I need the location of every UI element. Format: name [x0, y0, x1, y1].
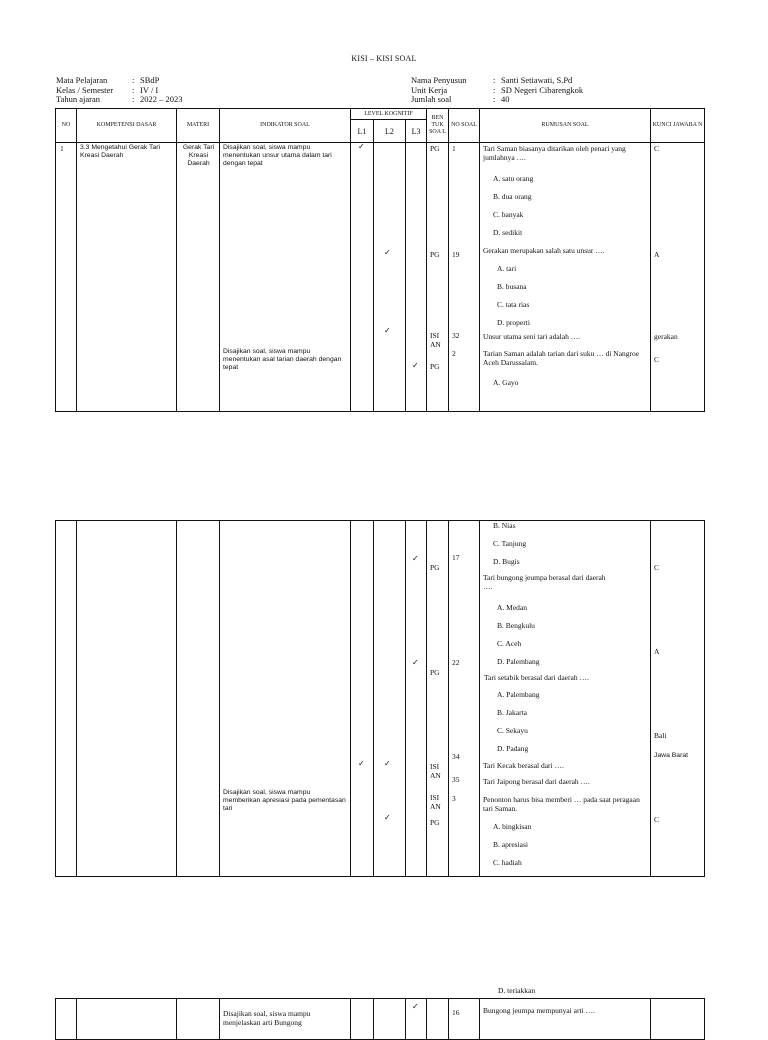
- bentuk-soal: ISI AN: [430, 793, 441, 811]
- kunci-jawaban: C: [654, 355, 660, 364]
- header-materi: MATERI: [177, 109, 220, 143]
- nomor-soal: 3: [452, 794, 456, 803]
- option-item: B. apresiasi: [493, 840, 528, 849]
- soal-text: Penonton harus bisa memberi … pada saat peragaan tari Saman.: [483, 795, 640, 813]
- cell-l1: [351, 999, 374, 1040]
- kunci-jawaban: A: [654, 647, 660, 656]
- cell-kunci: [651, 521, 705, 877]
- info-value: SBdP: [140, 75, 160, 85]
- option-item: B. busana: [497, 282, 527, 291]
- kunci-jawaban: C: [654, 563, 660, 572]
- header-kd: KOMPETENSI DASAR: [77, 109, 177, 143]
- kunci-jawaban: C: [654, 144, 660, 153]
- info-key: Mata Pelajaran: [56, 75, 108, 85]
- cell-no: [56, 521, 77, 877]
- soal-text: Tarian Saman adalah tarian dari suku … di Nangroe Aceh Darussalam.: [483, 349, 640, 367]
- indikator-3: Disajikan soal, siswa mampu memberikan apresiasi pada pementasan tari: [223, 789, 346, 812]
- info-key: Tahun ajaran: [56, 94, 101, 104]
- cell-l2: [374, 999, 406, 1040]
- nomor-soal: 19: [452, 250, 460, 259]
- header-bentuk: BEN TUK SOA L: [427, 109, 449, 143]
- cell-kd: [77, 999, 177, 1040]
- option-item: A. Medan: [497, 603, 527, 612]
- soal-text: Tari setabik berasal dari daerah ….: [484, 673, 589, 682]
- option-item: A. Gayo: [493, 378, 519, 387]
- header-indikator: INDIKATOR SOAL: [220, 109, 351, 143]
- cell-kd: [77, 143, 177, 412]
- bentuk-soal: ISI AN: [430, 762, 441, 780]
- option-item: C. tata rias: [497, 300, 530, 309]
- cell-rumusan: [480, 999, 651, 1040]
- header-level: LEVEL KOGNITIF: [351, 109, 427, 120]
- check-icon: ✓: [384, 326, 391, 335]
- info-key: Jumlah soal: [411, 94, 452, 104]
- kompetensi-dasar: 3.3 Mengetahui Gerak Tari Kreasi Daerah: [80, 144, 160, 159]
- kunci-jawaban: gerakan: [654, 332, 678, 341]
- option-item: D. Bugis: [493, 557, 520, 566]
- info-key: Nama Penyusun: [411, 75, 467, 85]
- check-icon: ✓: [412, 1002, 419, 1011]
- check-icon: ✓: [358, 142, 365, 151]
- nomor-soal: 16: [452, 1008, 460, 1017]
- header-no: NO: [56, 109, 77, 143]
- indikator-1: Disajikan soal, siswa mampu menentukan unsur utama dalam tari dengan tepat: [223, 144, 332, 167]
- nomor-soal: 17: [452, 553, 460, 562]
- soal-text: Tari Kecak berasal dari ….: [483, 761, 564, 770]
- cell-l1: [351, 143, 374, 412]
- nomor-soal: 34: [452, 752, 460, 761]
- header-l1: L1: [351, 120, 374, 143]
- page-title: KISI – KISI SOAL: [351, 54, 417, 63]
- kunci-jawaban: C: [654, 815, 660, 824]
- info-row: Tahun ajaran : 2022 – 2023: [56, 94, 183, 104]
- indikator-4: Disajikan soal, siswa mampu menjelaskan arti Bungong: [223, 1009, 311, 1027]
- cell-bentuk: [427, 521, 449, 877]
- option-item: C. hadiah: [493, 858, 522, 867]
- option-item: A. tari: [497, 264, 517, 273]
- info-key: Unit Kerja: [411, 84, 448, 95]
- info-key: Kelas / Semester: [56, 84, 114, 95]
- soal-text: Unsur utama seni tari adalah ….: [483, 332, 581, 341]
- cell-bentuk: [427, 999, 449, 1040]
- cell-l2: [374, 521, 406, 877]
- nomor-soal: 35: [452, 775, 460, 784]
- option-item: B. dua orang: [493, 192, 532, 201]
- header-rumusan: RUMUSAN SOAL: [480, 109, 651, 143]
- header-l3: L3: [406, 120, 427, 143]
- kunci-jawaban: Bali: [654, 731, 667, 740]
- info-value: 40: [501, 94, 510, 104]
- cell-no: [56, 143, 77, 412]
- cell-l1: [351, 521, 374, 877]
- check-icon: ✓: [412, 658, 419, 667]
- bentuk-soal: PG: [430, 144, 440, 153]
- bentuk-soal: PG: [430, 250, 440, 259]
- option-item: A. Palembang: [497, 690, 540, 699]
- cell-l3: [406, 521, 427, 877]
- cell-l2: [374, 143, 406, 412]
- cell-l3: [406, 999, 427, 1040]
- header-nosoal: NO SOAL: [449, 109, 480, 143]
- check-icon: ✓: [384, 759, 391, 768]
- cell-materi: [177, 143, 220, 412]
- option-item: B. Jakarta: [497, 708, 527, 717]
- info-value: IV / I: [140, 84, 159, 95]
- option-item: D. sedikit: [493, 228, 523, 237]
- cell-indikator: [220, 521, 351, 877]
- option-item: D. Padang: [497, 744, 529, 753]
- info-value: Santi Setiawati, S.Pd: [501, 75, 573, 85]
- check-icon: ✓: [384, 248, 391, 257]
- kunci-jawaban: Jawa Barat: [654, 752, 689, 759]
- option-item: A. satu orang: [493, 174, 534, 183]
- info-left: [56, 76, 183, 105]
- soal-text: Tari Jaipong berasal dari daerah ….: [483, 777, 590, 786]
- cell-rumusan: [480, 521, 651, 877]
- option-item: D. Palembang: [497, 657, 540, 666]
- cell-bentuk: [427, 143, 449, 412]
- option-item: B. Bengkulu: [497, 621, 535, 630]
- cell-kunci: [651, 143, 705, 412]
- header-kunci: KUNCI JAWABA N: [651, 109, 705, 143]
- option-item: C. Sekayu: [497, 726, 528, 735]
- option-item: B. Nias: [493, 521, 516, 530]
- kunci-jawaban: A: [654, 250, 660, 259]
- info-row: Mata Pelajaran : SBdP: [56, 75, 160, 85]
- header-l2: L2: [374, 120, 406, 143]
- cell-nosoal: [449, 143, 480, 412]
- kisi-table-page-2: [55, 520, 705, 877]
- cell-materi: [177, 521, 220, 877]
- nomor-soal: 1: [452, 144, 456, 153]
- option-item: D. teriakkan: [498, 986, 536, 995]
- bentuk-soal: PG: [430, 563, 440, 572]
- bentuk-soal: PG: [430, 818, 440, 827]
- indikator-2: Disajikan soal, siswa mampu menentukan asal tarian daerah dengan tepat: [223, 348, 342, 371]
- cell-indikator: [220, 143, 351, 412]
- kisi-table-page-1: [55, 108, 705, 412]
- info-value: SD Negeri Cibarengkok: [501, 84, 584, 95]
- soal-text: Bungong jeumpa mempunyai arti ….: [483, 1006, 595, 1015]
- cell-kunci: [651, 999, 705, 1040]
- row-number: 1: [60, 144, 64, 153]
- nomor-soal: 2: [452, 349, 456, 358]
- info-value: 2022 – 2023: [140, 94, 183, 104]
- kisi-table-page-3: [55, 998, 705, 1040]
- nomor-soal: 32: [452, 331, 460, 340]
- bentuk-soal: PG: [430, 362, 440, 371]
- option-item: C. Tanjung: [493, 539, 527, 548]
- cell-l3: [406, 143, 427, 412]
- bentuk-soal: ISI AN: [430, 331, 441, 349]
- cell-nosoal: [449, 999, 480, 1040]
- cell-rumusan: [480, 143, 651, 412]
- check-icon: ✓: [412, 554, 419, 563]
- info-row: Kelas / Semester : IV / I: [56, 84, 159, 95]
- check-icon: ✓: [384, 813, 391, 822]
- info-row: Unit Kerja : SD Negeri Cibarengkok: [411, 84, 584, 95]
- nomor-soal: 22: [452, 658, 460, 667]
- option-item: D. properti: [497, 318, 530, 327]
- check-icon: ✓: [358, 759, 365, 768]
- info-row: Jumlah soal : 40: [411, 94, 510, 104]
- option-item: C. Aceh: [497, 639, 522, 648]
- cell-nosoal: [449, 521, 480, 877]
- info-row: Nama Penyusun : Santi Setiawati, S.Pd: [411, 75, 573, 85]
- soal-text: Tari bungong jeumpa berasal dari daerah ….: [483, 573, 606, 591]
- cell-no: [56, 999, 77, 1040]
- materi: Gerak Tari Kreasi Daerah: [182, 144, 215, 167]
- cell-materi: [177, 999, 220, 1040]
- soal-text: Gerakan merupakan salah satu unsur ….: [483, 246, 605, 255]
- info-right: [411, 76, 583, 105]
- check-icon: ✓: [412, 361, 419, 370]
- option-item: A. bingkisan: [493, 822, 532, 831]
- option-item: C. banyak: [493, 210, 524, 219]
- bentuk-soal: PG: [430, 668, 440, 677]
- soal-text: Tari Saman biasanya ditarikan oleh penari yang jumlahnya ….: [483, 144, 626, 162]
- cell-kd: [77, 521, 177, 877]
- cell-indikator: [220, 999, 351, 1040]
